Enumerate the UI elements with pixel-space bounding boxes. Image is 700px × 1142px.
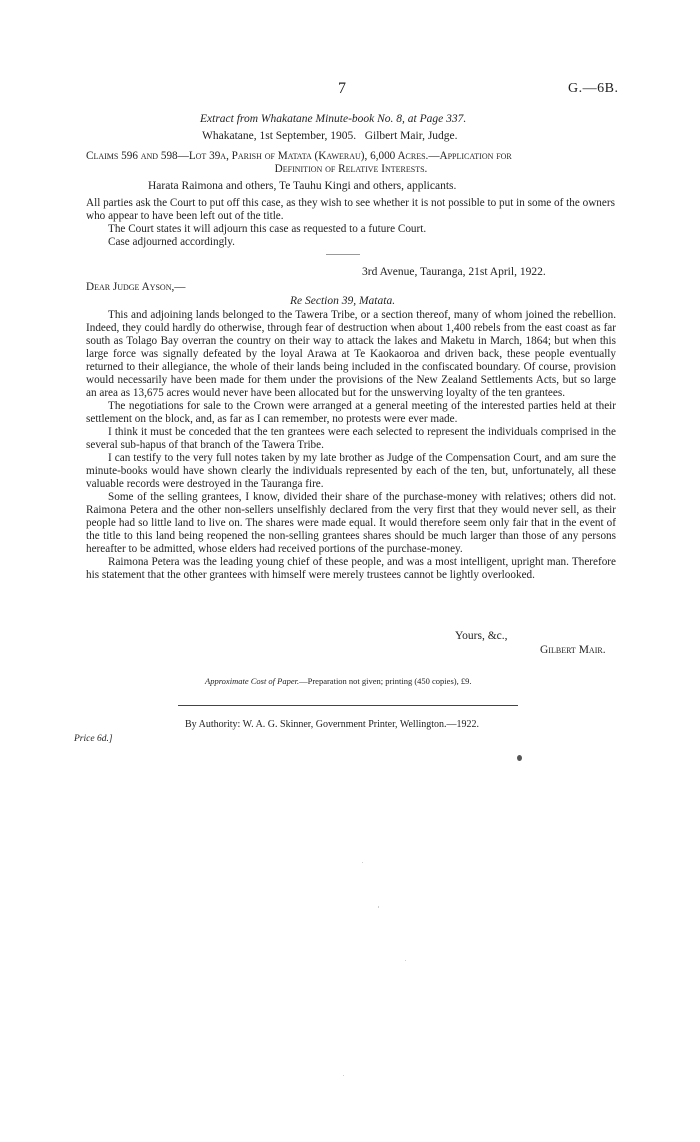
extract-title: Extract from Whakatane Minute-book No. 8, at Page 337. [200, 113, 467, 125]
letter-salutation: Dear Judge Ayson,— [86, 281, 186, 293]
extract-dateline: Whakatane, 1st September, 1905. Gilbert Mair, Judge. [202, 130, 458, 142]
letter-para-2: The negotiations for sale to the Crown were arranged at a general meeting of the interested parties held at their settlement on the block, and, as far as I can remember, no protests were ever made. [86, 400, 616, 425]
extract-para-2: The Court states it will adjourn this case as requested to a future Court. [108, 223, 427, 235]
authority-line: By Authority: W. A. G. Skinner, Government Printer, Wellington.—1922. [185, 719, 480, 730]
cost-label: Approximate Cost of Paper. [205, 676, 300, 686]
extract-para-1: All parties ask the Court to put off this case, as they wish to see whether it is not possible to put in some of the owners who appear to have been left out of the title. [86, 197, 615, 222]
letter-para-5: Some of the selling grantees, I know, divided their share of the purchase-money with relatives; others did not. Raimona Petera and the other non-sellers unselfishly declared from the very first that they would never sell, as their people had so little land to live on. The shares were made equal. It would therefore seem only fair that in the event of the title to this land being reopened the non-selling grantees shares should be much larger than those of any persons hereafter to be admitted, whose elders had received portions of the purchase-money. [86, 491, 616, 555]
extract-para-3: Case adjourned accordingly. [108, 236, 235, 248]
applicants-line: Harata Raimona and others, Te Tauhu Kingi and others, applicants. [148, 180, 457, 192]
extract-body [86, 197, 616, 249]
footer-rule [178, 705, 518, 706]
ink-speck [517, 755, 522, 761]
letter-para-3: I think it must be conceded that the ten grantees were each selected to represent the individuals comprised in the several sub-hapus of that branch of the Tawera Tribe. [86, 426, 616, 451]
ink-speck [378, 906, 379, 908]
letter-body [86, 309, 616, 582]
letter-para-1: This and adjoining lands belonged to the Tawera Tribe, or a section thereof, many of whom joined the rebellion. Indeed, they could hardly do otherwise, through fear of destruction when about 1,400 rebels from the east coast as far south as Tolago Bay overran the country on their way to attack the lakes and Maketu in March, 1864; but when this large force was signally defeated by the loyal Arawa at Te Kaokaoroa and driven back, these people eventually returned to their allegiance, the whole of their lands being included in the confiscated boundary. Of course, provision would necessarily have been made for them under the provisions of the New Zealand Settlements Acts, but so large an area as 13,675 acres would never have been allocated but for the unswerving loyalty of the ten grantees. [86, 309, 616, 399]
page-number: 7 [338, 80, 346, 97]
claims-heading-line2: Definition of Relative Interests. [274, 163, 428, 175]
price-label: Price 6d.] [74, 734, 113, 744]
ink-speck [362, 862, 363, 863]
letter-closing: Yours, &c., [455, 630, 508, 642]
ink-speck [405, 960, 406, 961]
letter-signature: Gilbert Mair. [540, 644, 606, 656]
cost-note [205, 675, 471, 688]
section-divider [326, 254, 360, 255]
letter-address: 3rd Avenue, Tauranga, 21st April, 1922. [362, 266, 546, 278]
cost-text: —Preparation not given; printing (450 copies), £9. [299, 676, 472, 686]
claims-heading-line1: Claims 596 and 598—Lot 39a, Parish of Matata (Kawerau), 6,000 Acres.—Application for [86, 150, 512, 162]
letter-subject: Re Section 39, Matata. [290, 295, 396, 307]
ink-speck [343, 1075, 344, 1076]
letter-para-6: Raimona Petera was the leading young chief of these people, and was a most intelligent, upright man. Therefore his statement that the other grantees with himself were merely trustees cannot be lightly overlooked. [86, 556, 616, 581]
letter-para-4: I can testify to the very full notes taken by my late brother as Judge of the Compensation Court, and am sure the minute-books would have shown clearly the individuals represented by each of the ten, but, unfortunately, all these valuable records were destroyed in the Tauranga fire. [86, 452, 616, 490]
series-code: G.—6B. [568, 81, 619, 96]
